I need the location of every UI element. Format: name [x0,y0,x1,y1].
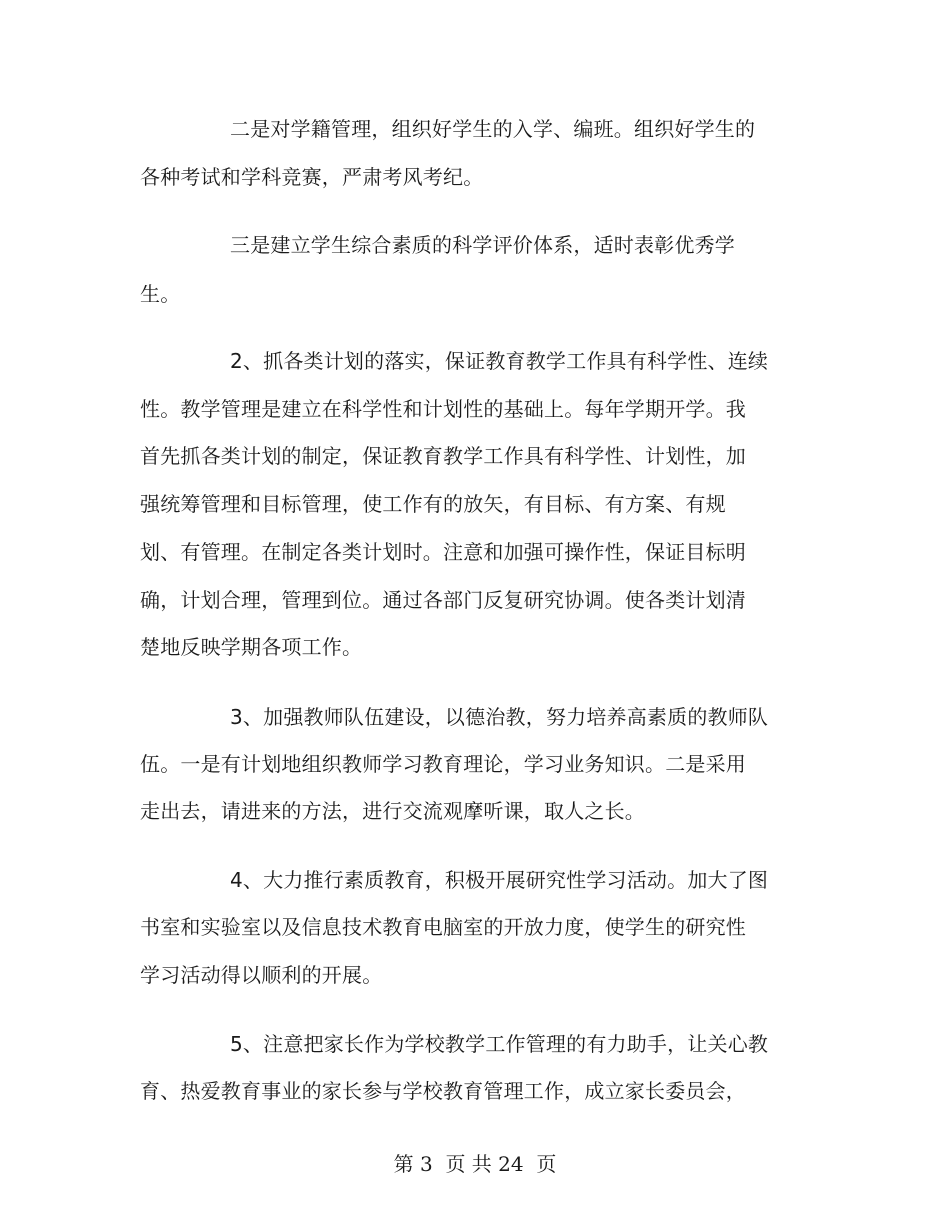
paragraph-line: 生。 [140,282,181,306]
paragraph-line: 2、抓各类计划的落实，保证教育教学工作具有科学性、连续 [230,349,769,373]
paragraph-line: 育、热爱教育事业的家长参与学校教育管理工作，成立家长委员会， [140,1079,746,1103]
paragraph-line: 4、大力推行素质教育，积极开展研究性学习活动。加大了图 [230,868,769,892]
page-number-footer: 第 3 页 共 24 页 [393,1152,557,1176]
paragraph-line: 5、注意把家长作为学校教学工作管理的有力助手，让关心教 [230,1032,769,1056]
paragraph-line: 书室和实验室以及信息技术教育电脑室的开放力度，使学生的研究性 [140,915,746,939]
paragraph-line: 性。教学管理是建立在科学性和计划性的基础上。每年学期开学。我 [140,397,746,421]
paragraph-line: 学习活动得以顺利的开展。 [140,963,383,987]
paragraph-line: 确，计划合理，管理到位。通过各部门反复研究协调。使各类计划清 [140,588,746,612]
paragraph-line: 3、加强教师队伍建设，以德治教，努力培养高素质的教师队 [230,705,769,729]
paragraph-line: 各种考试和学科竞赛，严肃考风考纪。 [140,165,484,189]
paragraph-line: 伍。一是有计划地组织教师学习教育理论，学习业务知识。二是采用 [140,752,746,776]
paragraph-line: 二是对学籍管理，组织好学生的入学、编班。组织好学生的 [230,117,756,141]
paragraph-line: 走出去，请进来的方法，进行交流观摩听课，取人之长。 [140,799,645,823]
paragraph-line: 首先抓各类计划的制定，保证教育教学工作具有科学性、计划性，加 [140,444,746,468]
paragraph-line: 强统筹管理和目标管理，使工作有的放矢，有目标、有方案、有规 [140,492,726,516]
paragraph-line: 划、有管理。在制定各类计划时。注意和加强可操作性，保证目标明 [140,540,746,564]
paragraph-line: 楚地反映学期各项工作。 [140,635,363,659]
paragraph-line: 三是建立学生综合素质的科学评价体系，适时表彰优秀学 [230,233,735,257]
